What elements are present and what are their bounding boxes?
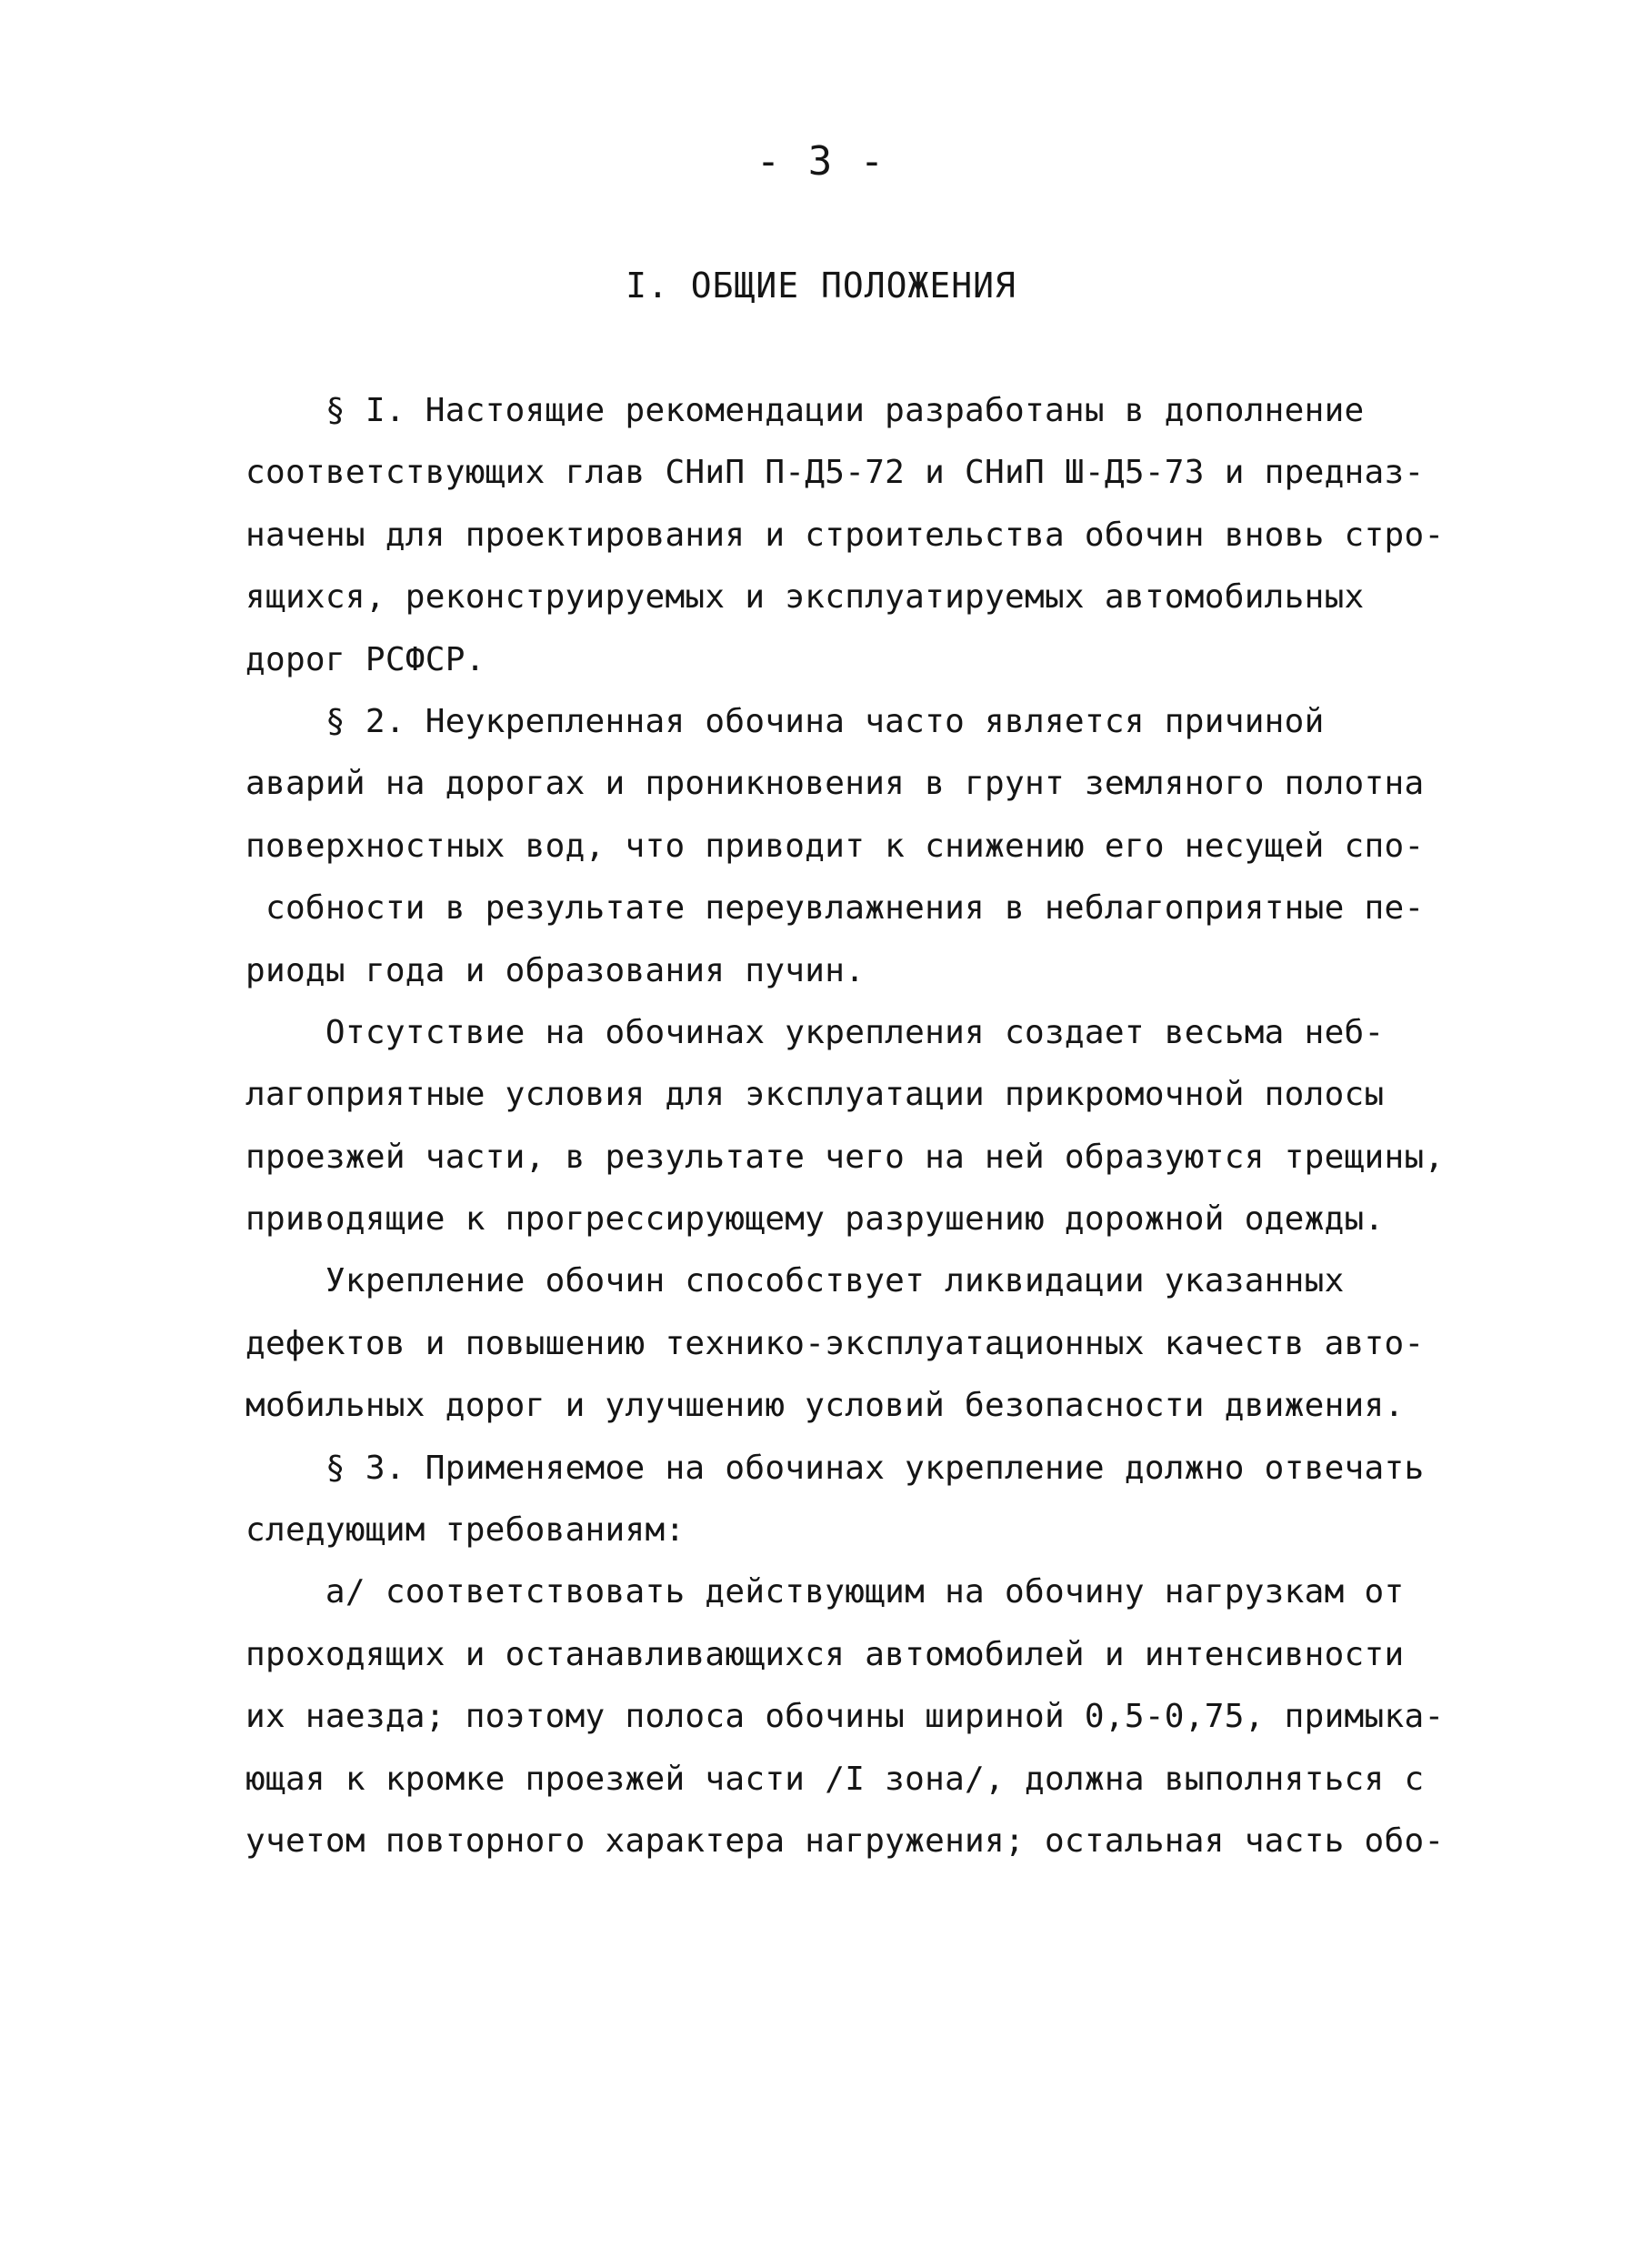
text-line: собности в результате переувлажнения в неблагоприятные пе- bbox=[245, 889, 1425, 928]
paragraph-section-3 bbox=[245, 1438, 1425, 1562]
text-line: риоды года и образования пучин. bbox=[245, 951, 866, 989]
text-line: соответствующих глав СНиП П-Д5-72 и СНиП Ш-Д5-73 и предназ- bbox=[245, 454, 1425, 492]
text-line: лагоприятные условия для эксплуатации прикромочной полосы bbox=[245, 1076, 1385, 1114]
paragraph-reinforcement-benefits bbox=[245, 1250, 1425, 1437]
text-line: дорог РСФСР. bbox=[245, 640, 486, 678]
text-line: учетом повторного характера нагружения; остальная часть обо- bbox=[245, 1821, 1445, 1860]
text-line: § I. Настоящие рекомендации разработаны в дополнение bbox=[245, 392, 1365, 429]
text-line: а/ соответствовать действующим на обочину нагрузкам от bbox=[245, 1573, 1405, 1611]
text-line: проходящих и останавливающихся автомобилей и интенсивности bbox=[245, 1635, 1405, 1673]
text-line: поверхностных вод, что приводит к снижению его несущей спо- bbox=[245, 827, 1425, 865]
text-line: аварий на дорогах и проникновения в грунт земляного полотна bbox=[245, 765, 1425, 803]
text-line: § 3. Применяемое на обочинах укрепление должно отвечать bbox=[245, 1449, 1425, 1487]
section-title: I. ОБЩИЕ ПОЛОЖЕНИЯ bbox=[626, 266, 1016, 306]
text-line: проезжей части, в результате чего на ней образуются трещины, bbox=[245, 1138, 1445, 1176]
text-line: приводящие к прогрессирующему разрушению дорожной одежды. bbox=[245, 1200, 1385, 1239]
text-line: дефектов и повышению технико-эксплуатационных качеств авто- bbox=[245, 1324, 1425, 1362]
text-line: мобильных дорог и улучшению условий безопасности движения. bbox=[245, 1387, 1405, 1425]
text-line: ющая к кромке проезжей части /I зона/, должна выполняться с bbox=[245, 1760, 1425, 1798]
paragraph-absence-of-reinforcement bbox=[245, 1002, 1445, 1251]
text-line: начены для проектирования и строительства обочин вновь стро- bbox=[245, 516, 1445, 554]
text-line: Укрепление обочин способствует ликвидации указанных bbox=[245, 1262, 1345, 1300]
text-line: их наезда; поэтому полоса обочины шириной 0,5-0,75, примыка- bbox=[245, 1698, 1445, 1736]
paragraph-requirement-a bbox=[245, 1561, 1445, 1872]
text-line: Отсутствие на обочинах укрепления создает весьма неб- bbox=[245, 1013, 1385, 1051]
paragraph-section-1 bbox=[245, 380, 1445, 691]
page-number: - 3 - bbox=[756, 138, 886, 185]
body-text bbox=[245, 380, 1445, 1872]
text-line: следующим требованиям: bbox=[245, 1511, 686, 1550]
text-line: § 2. Неукрепленная обочина часто является причиной bbox=[245, 702, 1325, 740]
paragraph-section-2 bbox=[245, 691, 1425, 1002]
text-line: ящихся, реконструируемых и эксплуатируемых автомобильных bbox=[245, 578, 1365, 617]
